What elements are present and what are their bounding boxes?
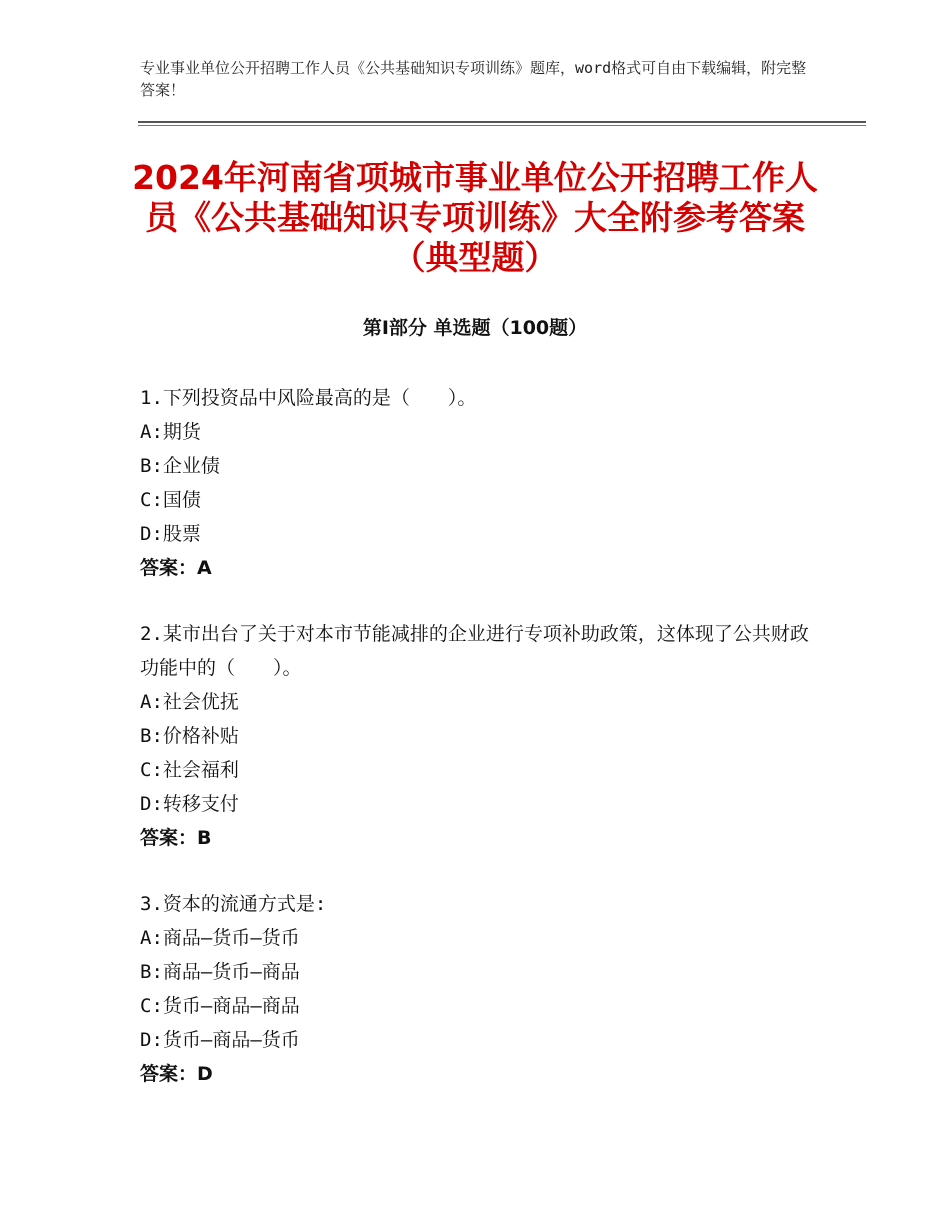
option-b: B:企业债 xyxy=(140,455,220,477)
option-c: C:社会福利 xyxy=(140,759,239,781)
header-divider-thick xyxy=(138,121,866,123)
question-stem: 3.资本的流通方式是: xyxy=(140,893,327,915)
question-1 xyxy=(140,381,820,585)
question-stem: 2.某市出台了关于对本市节能减排的企业进行专项补助政策，这体现了公共财政功能中的（ ）。 xyxy=(140,623,809,679)
answer: 答案：A xyxy=(140,557,212,579)
header-note: 专业事业单位公开招聘工作人员《公共基础知识专项训练》题库，word格式可自由下载编辑，附完整答案！ xyxy=(140,59,807,99)
option-b: B:商品—货币—商品 xyxy=(140,961,300,983)
document-title: 2024年河南省项城市事业单位公开招聘工作人员《公共基础知识专项训练》大全附参考答案（典型题） xyxy=(132,158,818,277)
option-d: D:转移支付 xyxy=(140,793,239,815)
answer: 答案：D xyxy=(140,1063,213,1085)
question-stem: 1.下列投资品中风险最高的是（ ）。 xyxy=(140,387,477,409)
option-a: A:期货 xyxy=(140,421,201,443)
option-c: C:国债 xyxy=(140,489,201,511)
option-d: D:股票 xyxy=(140,523,201,545)
option-d: D:货币—商品—货币 xyxy=(140,1029,300,1051)
question-2 xyxy=(140,617,820,855)
question-3 xyxy=(140,887,820,1091)
header-divider-thin xyxy=(138,125,866,126)
answer: 答案：B xyxy=(140,827,212,849)
option-a: A:社会优抚 xyxy=(140,691,239,713)
option-c: C:货币—商品—商品 xyxy=(140,995,300,1017)
section-heading: 第Ⅰ部分 单选题（100题） xyxy=(362,317,588,339)
question-list xyxy=(140,381,820,1123)
option-b: B:价格补贴 xyxy=(140,725,239,747)
option-a: A:商品—货币—货币 xyxy=(140,927,300,949)
